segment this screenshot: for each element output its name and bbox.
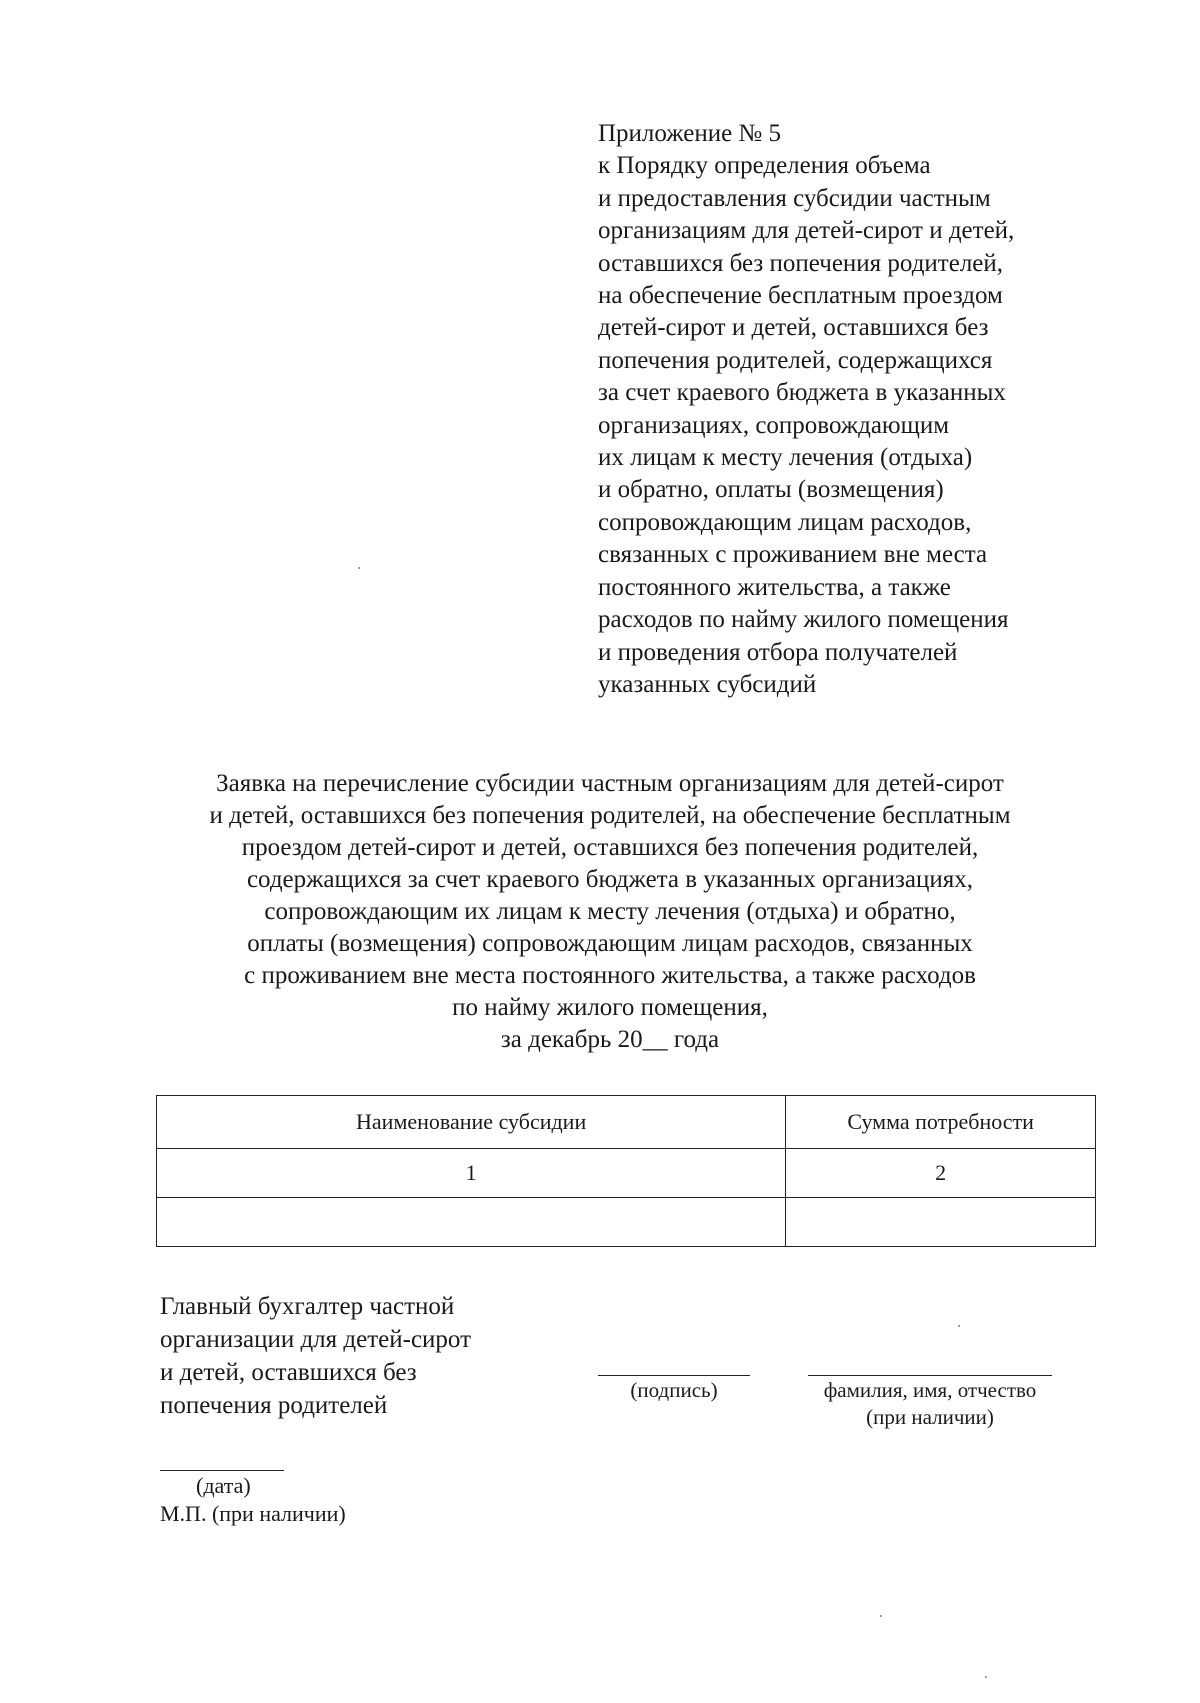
appendix-line: их лицам к месту лечения (отдыха) — [598, 444, 973, 472]
appendix-line: за счет краевого бюджета в указанных — [598, 379, 1006, 407]
appendix-line: постоянного жительства, а также — [598, 573, 951, 601]
appendix-line: связанных с проживанием вне места — [598, 541, 988, 569]
signature-line — [598, 1375, 750, 1376]
scan-speck — [358, 567, 360, 569]
appendix-line: организациям для детей-сирот и детей, — [598, 217, 1015, 245]
signer-line: Главный бухгалтер частной — [160, 1293, 455, 1320]
table-cell-subsidy-name — [157, 1198, 786, 1247]
appendix-line: указанных субсидий — [598, 670, 817, 698]
title-line: оплаты (возмещения) сопровождающим лицам расходов, связанных — [247, 930, 973, 957]
table-number-row — [157, 1149, 1096, 1198]
title-line: проездом детей-сирот и детей, оставшихся без попечения родителей, — [241, 834, 979, 861]
title-line: и детей, оставшихся без попечения родителей, на обеспечение бесплатным — [209, 802, 1011, 829]
appendix-line: и обратно, оплаты (возмещения) — [598, 476, 944, 504]
appendix-line: сопровождающим лицам расходов, — [598, 508, 972, 536]
name-caption-line: (при наличии) — [866, 1405, 994, 1429]
appendix-header — [598, 118, 1158, 701]
title-line: по найму жилого помещения, — [452, 994, 768, 1021]
signer-line: организации для детей-сирот — [160, 1326, 472, 1353]
title-line: содержащихся за счет краевого бюджета в указанных организациях, — [246, 866, 974, 893]
name-caption-line: фамилия, имя, отчество — [823, 1378, 1037, 1402]
signer-line: попечения родителей — [160, 1392, 388, 1419]
title-line: с проживанием вне места постоянного жительства, а также расходов — [244, 962, 976, 989]
signer-line: и детей, оставшихся без — [160, 1359, 417, 1386]
signer-title — [160, 1290, 471, 1422]
seal-text: М.П. (при наличии) — [160, 1501, 346, 1526]
signature-caption: (подпись) — [630, 1378, 718, 1402]
appendix-line: детей-сирот и детей, оставшихся без — [598, 314, 989, 342]
table-cell-amount — [786, 1198, 1096, 1247]
appendix-line: Приложение № 5 — [598, 120, 782, 147]
appendix-line: расходов по найму жилого помещения — [598, 606, 1009, 634]
scan-speck — [880, 1615, 882, 1617]
column-number: 1 — [157, 1149, 786, 1198]
appendix-line: и предоставления субсидии частным — [598, 184, 991, 212]
title-line: сопровождающим их лицам к месту лечения (отдыха) и обратно, — [264, 898, 956, 925]
name-line — [808, 1375, 1052, 1376]
appendix-line: на обеспечение бесплатным проездом — [598, 282, 1003, 310]
appendix-line: попечения родителей, содержащихся — [598, 346, 993, 374]
appendix-line: организациях, сопровождающим — [598, 411, 950, 439]
date-line — [160, 1470, 284, 1471]
table-header-row — [157, 1096, 1096, 1149]
column-number: 2 — [786, 1149, 1096, 1198]
scan-speck — [985, 1676, 987, 1678]
column-header-amount: Сумма потребности — [786, 1096, 1096, 1149]
appendix-line: оставшихся без попечения родителей, — [598, 249, 1004, 277]
scan-speck — [958, 1325, 960, 1327]
appendix-line: и проведения отбора получателей — [598, 638, 958, 666]
date-caption: (дата) — [196, 1473, 251, 1498]
table-row — [157, 1198, 1096, 1247]
title-line: Заявка на перечисление субсидии частным организациям для детей-сирот — [216, 770, 1004, 797]
column-header-subsidy-name: Наименование субсидии — [157, 1096, 786, 1149]
document-title — [120, 768, 1100, 1056]
appendix-line: к Порядку определения объема — [598, 152, 931, 180]
subsidy-table — [156, 1095, 1096, 1247]
name-caption — [790, 1377, 1070, 1431]
title-line: за декабрь 20__ года — [500, 1026, 720, 1053]
